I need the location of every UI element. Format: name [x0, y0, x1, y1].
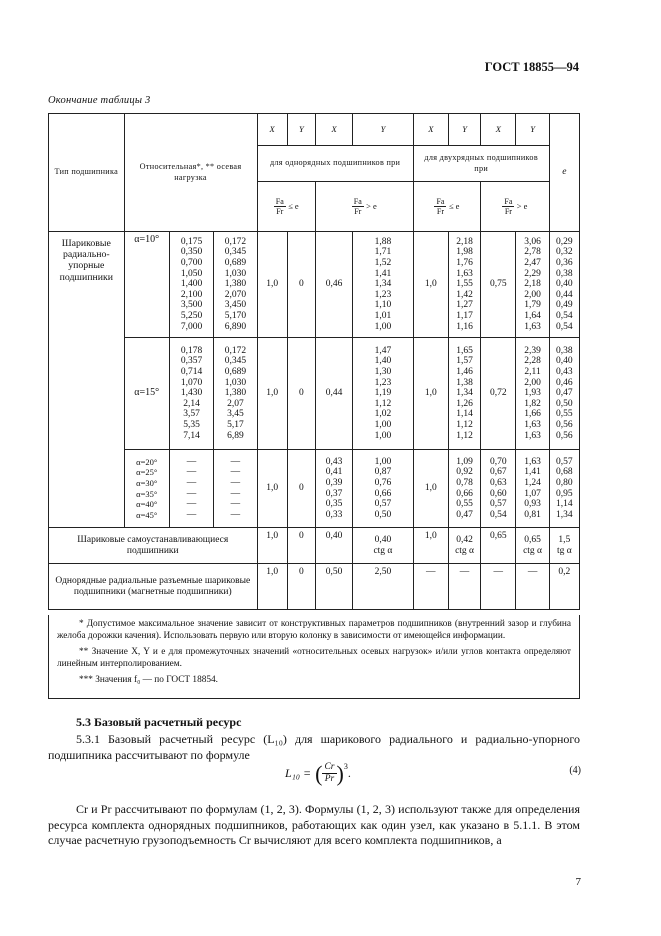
table-row: [49, 232, 580, 338]
cell-value: 0,175: [180, 236, 203, 247]
cell-value: 1,030: [224, 268, 247, 279]
cell-value: α=45°: [136, 509, 158, 520]
cond-double-gt: $\frac{Fa}{Fr}$ > e: [481, 182, 550, 232]
cell-value: 3,57: [183, 409, 200, 420]
cell-value: 0,80: [556, 477, 573, 488]
x2-mag: 0,50: [315, 564, 352, 610]
cell-value: 1,55: [456, 279, 473, 290]
cell-value: 1,12: [374, 398, 392, 409]
cell-value: 1,93: [524, 388, 541, 399]
cell-value: 0,50: [374, 509, 392, 520]
e-mag: 0,2: [549, 564, 579, 610]
cell-value: 1,34: [374, 279, 392, 290]
cell-value: 0,67: [489, 467, 507, 478]
x1-15: 1,0: [257, 338, 287, 450]
table-row: [49, 564, 580, 610]
formula-4: L₁₀ = ( $\frac{Cr}{Pr}$ ) $^3$ .: [285, 760, 351, 786]
angles-20-45: [124, 450, 169, 528]
cell-value: 0,41: [325, 467, 343, 478]
cell-value: 0,345: [224, 356, 247, 367]
dash-value: —: [186, 456, 197, 467]
type-self-aligning: Шариковые самоустанавливающиеся подшипники: [49, 528, 258, 564]
cell-value: 0,178: [180, 345, 203, 356]
cell-value: 5,170: [224, 310, 247, 321]
hdr-y3: Y: [448, 114, 480, 146]
cell-value: 0,47: [456, 509, 473, 520]
y3-15: [448, 338, 480, 450]
cell-value: 0,35: [325, 499, 343, 510]
cell-value: 1,00: [374, 419, 392, 430]
note-1: * Допустимое максимальное значение зависит от конструктивных параметров подшипников (внутренний зазор и глубина желоба дорожки качения). Использовать первую или вторую колонку в зависимости от имеющейся информации.: [57, 619, 571, 641]
cell-value: 2,00: [524, 377, 541, 388]
angle-15: α=15°: [124, 338, 169, 450]
cell-value: 0,38: [556, 345, 573, 356]
x4-sa: 0,65: [481, 528, 516, 564]
cell-value: 1,34: [556, 509, 573, 520]
e-20: [549, 450, 579, 528]
x3-15: 1,0: [413, 338, 448, 450]
cell-value: 0,714: [180, 367, 203, 378]
cell-value: 1,00: [374, 456, 392, 467]
cell-value: 1,88: [374, 236, 392, 247]
table-row: [49, 528, 580, 564]
cell-value: 1,82: [524, 398, 541, 409]
y4-mag: —: [516, 564, 549, 610]
dash-value: —: [186, 488, 197, 499]
cell-value: 0,56: [556, 430, 573, 441]
cell-value: 0,350: [180, 247, 203, 258]
cell-value: 0,57: [489, 499, 507, 510]
x3-mag: —: [413, 564, 448, 610]
hdr-x3: X: [413, 114, 448, 146]
cell-value: 0,345: [224, 247, 247, 258]
type-radial-thrust: Шариковые радиально-упорные подшипники: [49, 232, 125, 528]
cell-value: 1,57: [456, 356, 473, 367]
cell-value: 1,79: [524, 300, 541, 311]
cell-value: 0,36: [556, 258, 573, 269]
cell-value: 0,54: [556, 310, 573, 321]
cell-value: 2,18: [456, 236, 473, 247]
x1-sa: 1,0: [257, 528, 287, 564]
cell-value: 7,14: [183, 430, 200, 441]
cell-value: 0,92: [456, 467, 473, 478]
cell-value: 2,070: [224, 289, 247, 300]
cell-value: 1,27: [456, 300, 473, 311]
cell-value: 0,40: [556, 279, 573, 290]
cell-value: 0,46: [556, 377, 573, 388]
cell-value: 0,57: [556, 456, 573, 467]
cell-value: 7,000: [180, 321, 203, 332]
page-number: 7: [575, 876, 581, 888]
cell-value: 1,09: [456, 456, 473, 467]
cell-value: 0,50: [556, 398, 573, 409]
cell-value: 0,63: [489, 477, 507, 488]
formula-number: (4): [569, 765, 581, 776]
load-factors-table: [48, 113, 580, 610]
group-single-header: для однорядных подшипников при: [257, 146, 413, 182]
cell-value: 2,39: [524, 345, 541, 356]
hdr-y2: Y: [353, 114, 413, 146]
y3-mag: —: [448, 564, 480, 610]
cell-value: 0,57: [374, 499, 392, 510]
col-e-header: e: [549, 114, 579, 232]
x4-mag: —: [481, 564, 516, 610]
table-caption: Окончание таблицы 3: [48, 95, 151, 106]
cell-value: 0,56: [556, 419, 573, 430]
formula-numerator: Cr: [324, 762, 335, 772]
cell-value: 1,41: [524, 467, 541, 478]
table-row: [49, 450, 580, 528]
cell-value: 2,00: [524, 289, 541, 300]
cell-value: 1,46: [456, 367, 473, 378]
cell-value: 1,070: [180, 377, 203, 388]
dash-value: —: [230, 499, 241, 510]
cell-value: 1,24: [524, 477, 541, 488]
cell-value: 0,172: [224, 345, 247, 356]
cell-value: 1,47: [374, 345, 392, 356]
col-type-header: Тип подшипника: [49, 114, 125, 232]
y2-10: [353, 232, 413, 338]
cell-value: 1,30: [374, 367, 392, 378]
y1-10: 0: [287, 232, 315, 338]
cell-value: 1,12: [456, 430, 473, 441]
cell-value: 0,29: [556, 236, 573, 247]
cell-value: 1,17: [456, 310, 473, 321]
dash-value: —: [230, 488, 241, 499]
cell-value: α=25°: [136, 467, 158, 478]
cell-value: 0,32: [556, 247, 573, 258]
cell-value: α=30°: [136, 477, 158, 488]
cell-value: 1,07: [524, 488, 541, 499]
formula-lhs: L₁₀ =: [285, 766, 312, 780]
rel2-15: [214, 338, 257, 450]
cell-value: 0,78: [456, 477, 473, 488]
cell-value: 1,40: [374, 356, 392, 367]
y2-15: [353, 338, 413, 450]
table-notes: [48, 615, 580, 699]
y1-sa: 0: [287, 528, 315, 564]
cell-value: 0,68: [556, 467, 573, 478]
cell-value: 0,43: [325, 456, 343, 467]
cell-value: 5,17: [227, 419, 244, 430]
y1-15: 0: [287, 338, 315, 450]
cell-value: 0,33: [325, 509, 343, 520]
cell-value: 0,95: [556, 488, 573, 499]
dash-value: —: [186, 509, 197, 520]
x4-15: 0,72: [481, 338, 516, 450]
group-double-header: для двухрядных подшипников при: [413, 146, 549, 182]
cell-value: 1,63: [456, 268, 473, 279]
cell-value: 0,689: [224, 258, 247, 269]
cell-value: 6,890: [224, 321, 247, 332]
y4-20: [516, 450, 549, 528]
section-title: 5.3 Базовый расчетный ресурс: [76, 715, 242, 729]
hdr-y4: Y: [516, 114, 549, 146]
y2-sa: 0,40 ctg α: [353, 528, 413, 564]
cell-value: 0,49: [556, 300, 573, 311]
y3-20: [448, 450, 480, 528]
cell-value: 0,66: [374, 488, 392, 499]
cell-value: 3,500: [180, 300, 203, 311]
hdr-y1: Y: [287, 114, 315, 146]
y2-20: [353, 450, 413, 528]
cell-value: 1,02: [374, 409, 392, 420]
cell-value: 0,40: [556, 356, 573, 367]
cell-value: 2,78: [524, 247, 541, 258]
dash-value: —: [186, 477, 197, 488]
cell-value: 0,87: [374, 467, 392, 478]
dash-value: —: [230, 477, 241, 488]
y3-10: [448, 232, 480, 338]
cell-value: 3,06: [524, 236, 541, 247]
cell-value: 0,70: [489, 456, 507, 467]
cell-value: 1,00: [374, 430, 392, 441]
cell-value: 2,07: [227, 398, 244, 409]
cell-value: 0,47: [556, 388, 573, 399]
x1-mag: 1,0: [257, 564, 287, 610]
cell-value: 2,28: [524, 356, 541, 367]
cell-value: 3,450: [224, 300, 247, 311]
cell-value: 1,19: [374, 388, 392, 399]
cell-value: 5,35: [183, 419, 200, 430]
y1-mag: 0: [287, 564, 315, 610]
cell-value: 0,700: [180, 258, 203, 269]
table-row: [49, 338, 580, 450]
cell-value: 0,357: [180, 356, 203, 367]
hdr-x4: X: [481, 114, 516, 146]
cell-value: 0,43: [556, 367, 573, 378]
e-sa: 1,5 tg α: [549, 528, 579, 564]
note-3: *** Значения f₀ — по ГОСТ 18854.: [79, 675, 218, 686]
cell-value: 1,63: [524, 321, 541, 332]
x4-20: [481, 450, 516, 528]
cell-value: 3,45: [227, 409, 244, 420]
cell-value: 1,01: [374, 310, 392, 321]
cell-value: 0,172: [224, 236, 247, 247]
cell-value: 0,54: [556, 321, 573, 332]
cell-value: 1,98: [456, 247, 473, 258]
hdr-x2: X: [315, 114, 352, 146]
cell-value: 0,55: [456, 499, 473, 510]
cell-value: 1,430: [180, 388, 203, 399]
cell-value: 0,93: [524, 499, 541, 510]
rel1-10: [169, 232, 213, 338]
cell-value: 0,44: [556, 289, 573, 300]
y4-10: [516, 232, 549, 338]
cell-value: 1,63: [524, 430, 541, 441]
dash-value: —: [186, 499, 197, 510]
cond-double-le: $\frac{Fa}{Fr}$ ≤ e: [413, 182, 481, 232]
cell-value: α=20°: [136, 456, 158, 467]
y1-20: 0: [287, 450, 315, 528]
e-10: [549, 232, 579, 338]
cell-value: 1,23: [374, 289, 392, 300]
cell-value: 1,66: [524, 409, 541, 420]
angle-10: α=10°: [124, 232, 169, 338]
x2-10: 0,46: [315, 232, 352, 338]
cell-value: 0,689: [224, 367, 247, 378]
document-header: ГОСТ 18855—94: [484, 60, 579, 74]
cell-value: 1,23: [374, 377, 392, 388]
e-15: [549, 338, 579, 450]
cell-value: 1,38: [456, 377, 473, 388]
formula-exponent: 3: [343, 762, 348, 771]
type-magneto: Однорядные радиальные разъемные шариковые подшипники (магнетные подшипники): [49, 564, 258, 610]
cell-value: 0,38: [556, 268, 573, 279]
cell-value: 2,29: [524, 268, 541, 279]
y4-15: [516, 338, 549, 450]
cell-value: 1,14: [556, 499, 573, 510]
cell-value: 2,11: [524, 367, 541, 378]
cell-value: 1,65: [456, 345, 473, 356]
cell-value: 0,55: [556, 409, 573, 420]
cell-value: 0,54: [489, 509, 507, 520]
cell-value: 0,60: [489, 488, 507, 499]
cell-value: 1,63: [524, 456, 541, 467]
cell-value: 1,41: [374, 268, 392, 279]
dash-value: —: [186, 467, 197, 478]
cell-value: 2,18: [524, 279, 541, 290]
cell-value: 1,10: [374, 300, 392, 311]
rel1-dash: [169, 450, 213, 528]
cell-value: 1,16: [456, 321, 473, 332]
cell-value: 0,39: [325, 477, 343, 488]
cell-value: 1,34: [456, 388, 473, 399]
x2-sa: 0,40: [315, 528, 352, 564]
note-2: ** Значение X, Y и e для промежуточных значений «относительных осевых нагрузок» и/или углов контакта определяют линейным интерполированием.: [57, 647, 571, 669]
cond-single-le: $\frac{Fa}{Fr}$ ≤ e: [257, 182, 315, 232]
cell-value: 2,100: [180, 289, 203, 300]
y2-mag: 2,50: [353, 564, 413, 610]
rel2-dash: [214, 450, 257, 528]
x1-20: 1,0: [257, 450, 287, 528]
cell-value: 2,47: [524, 258, 541, 269]
cell-value: 5,250: [180, 310, 203, 321]
rel2-10: [214, 232, 257, 338]
paragraph-cr-pr: Cr и Pr рассчитывают по формулам (1, 2, 3). Формулы (1, 2, 3) используют также для определения ресурса комплекта однорядных подшипников, работающих как один узел, как указано в 5.1.1. В этом случае расчетную грузоподъемность Cr вычисляют для всего комплекта подшипников, а: [48, 802, 580, 847]
paragraph-5-3-1: 5.3.1 Базовый расчетный ресурс (L₁₀) для шарикового радиального и радиально-упорного подшипника рассчитывают по формуле: [48, 732, 580, 762]
cell-value: 0,76: [374, 477, 392, 488]
cond-single-gt: $\frac{Fa}{Fr}$ > e: [315, 182, 413, 232]
x3-10: 1,0: [413, 232, 448, 338]
dash-value: —: [230, 509, 241, 520]
x2-20: [315, 450, 352, 528]
cell-value: 1,030: [224, 377, 247, 388]
hdr-x1: X: [257, 114, 287, 146]
dash-value: —: [230, 456, 241, 467]
dash-value: —: [230, 467, 241, 478]
cell-value: 1,63: [524, 419, 541, 430]
cell-value: 1,380: [224, 388, 247, 399]
cell-value: 2,14: [183, 398, 200, 409]
cell-value: α=40°: [136, 499, 158, 510]
formula-denominator: Pr: [324, 774, 335, 784]
x3-20: 1,0: [413, 450, 448, 528]
cell-value: 0,37: [325, 488, 343, 499]
cell-value: 1,380: [224, 279, 247, 290]
col-rel-header: Относительная*, ** осевая нагрузка: [124, 114, 257, 232]
cell-value: 1,14: [456, 409, 473, 420]
x3-sa: 1,0: [413, 528, 448, 564]
cell-value: 0,66: [456, 488, 473, 499]
cell-value: 0,81: [524, 509, 541, 520]
cell-value: 1,64: [524, 310, 541, 321]
cell-value: 1,400: [180, 279, 203, 290]
y3-sa: 0,42 ctg α: [448, 528, 480, 564]
cell-value: 1,12: [456, 419, 473, 430]
x4-10: 0,75: [481, 232, 516, 338]
cell-value: α=35°: [136, 488, 158, 499]
x1-10: 1,0: [257, 232, 287, 338]
rel1-15: [169, 338, 213, 450]
cell-value: 1,52: [374, 258, 392, 269]
cell-value: 6,89: [227, 430, 244, 441]
cell-value: 1,26: [456, 398, 473, 409]
cell-value: 1,00: [374, 321, 392, 332]
y4-sa: 0,65 ctg α: [516, 528, 549, 564]
cell-value: 1,71: [374, 247, 392, 258]
cell-value: 1,42: [456, 289, 473, 300]
cell-value: 1,76: [456, 258, 473, 269]
x2-15: 0,44: [315, 338, 352, 450]
cell-value: 1,050: [180, 268, 203, 279]
